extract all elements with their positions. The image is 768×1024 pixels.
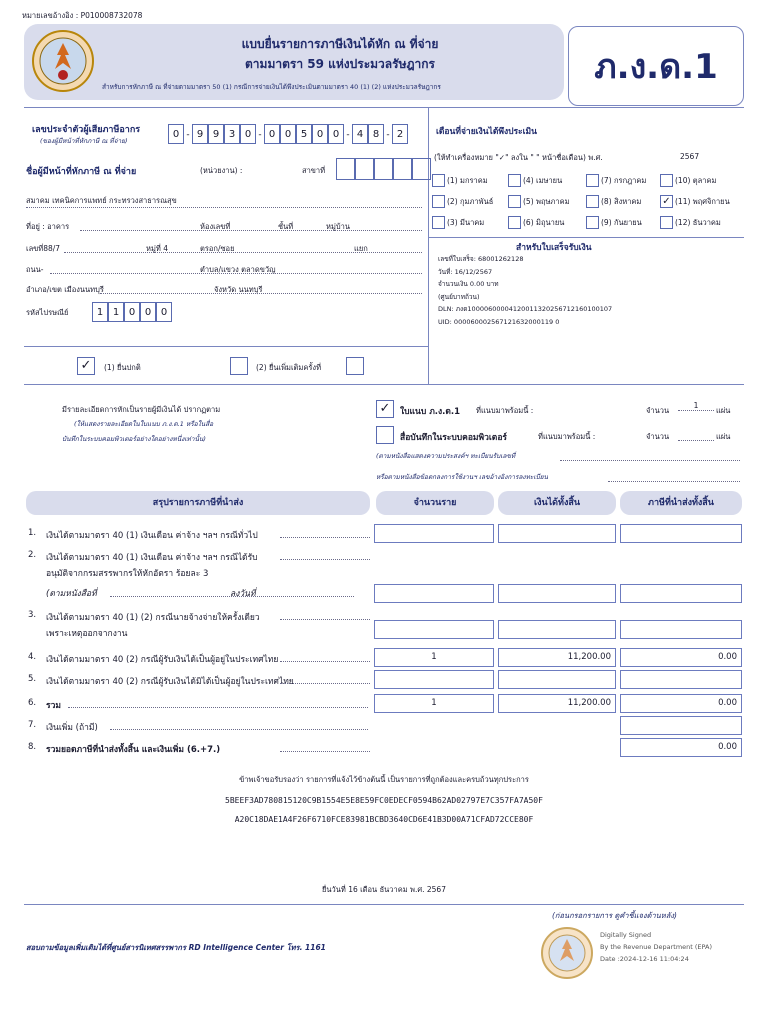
total-income-cell[interactable] xyxy=(498,584,616,603)
month-option[interactable] xyxy=(432,195,493,208)
month-option[interactable] xyxy=(660,174,716,187)
digital-hash-2: A20C18DAE1A4F26F6710FCE83981BCBD3640CD6E41B3D00A71CFAD72CCE80F xyxy=(234,815,534,824)
tax-id-digit: 0 xyxy=(264,124,280,144)
month-label: (4) เมษายน xyxy=(523,176,563,185)
address-label: ที่อยู่ : อาคาร xyxy=(26,222,70,231)
month-label: (2) กุมภาพันธ์ xyxy=(447,197,494,206)
month-checkbox[interactable] xyxy=(432,174,445,187)
postal-label: รหัสไปรษณีย์ xyxy=(26,308,69,317)
province: จังหวัด นนทบุรี xyxy=(214,285,263,294)
row-description: เงินเพิ่ม (ถ้ามี) xyxy=(46,723,98,733)
month-label: (6) มิถุนายน xyxy=(523,218,565,227)
tax-id-digit: 3 xyxy=(224,124,240,144)
tax-cell[interactable]: 0.00 xyxy=(620,738,742,757)
row-description-cont: เพราะเหตุออกจากงาน xyxy=(46,629,128,639)
row-description: รวม xyxy=(46,701,61,711)
normal-filing-checkbox[interactable]: ✓ xyxy=(77,357,95,375)
road: ถนน- xyxy=(26,265,44,274)
total-income-cell[interactable] xyxy=(498,524,616,543)
count-cell[interactable]: 1 xyxy=(374,694,494,713)
floor-label: ชั้นที่ xyxy=(278,222,294,231)
tax-id-digit: 0 xyxy=(280,124,296,144)
row-description: เงินได้ตามมาตรา 40 (1) เงินเดือน ค่าจ้าง ฯลฯ กรณีทั่วไป xyxy=(46,531,258,541)
month-label: (3) มีนาคม xyxy=(447,218,485,227)
receipt-details xyxy=(438,253,612,328)
row-number: 5. xyxy=(28,674,37,684)
tax-id-label: เลขประจำตัวผู้เสียภาษีอากร xyxy=(32,125,141,135)
month-option[interactable] xyxy=(586,174,646,187)
count-cell[interactable] xyxy=(374,620,494,639)
tax-id-digit: 4 xyxy=(352,124,368,144)
row-description: เงินได้ตามมาตรา 40 (1) เงินเดือน ค่าจ้าง ฯลฯ กรณีได้รับ xyxy=(46,553,258,563)
filing-date: ยื่นวันที่ 16 เดือน ธันวาคม พ.ศ. 2567 xyxy=(322,885,446,894)
payer-name-label: ชื่อผู้มีหน้าที่หักภาษี ณ ที่จ่าย xyxy=(26,167,137,177)
month-option[interactable] xyxy=(432,216,484,229)
attachment-form-checkbox[interactable]: ✓ xyxy=(376,400,394,418)
month-label: (10) ตุลาคม xyxy=(675,176,717,185)
row-number: 8. xyxy=(28,742,37,752)
registration-note2: หรือตามหนังสือข้อตกลงการใช้งานฯ เลขอ้างอิงการลงทะเบียน xyxy=(376,473,548,481)
payer-name-sublabel: (หน่วยงาน) : xyxy=(200,166,243,175)
total-income-cell[interactable]: 11,200.00 xyxy=(498,694,616,713)
receipt-line: UID: 000060002567121632000119 0 xyxy=(438,317,560,326)
computer-media-count-label: จำนวน xyxy=(646,432,670,441)
village-label: หมู่บ้าน xyxy=(326,222,350,231)
attachment-form-suffix: ที่แนบมาพร้อมนี้ : xyxy=(476,406,534,415)
payer-name-value[interactable]: สมาคม เทคนิคการแพทย์ กระทรวงสาธารณสุข xyxy=(26,195,422,208)
month-label: (1) มกราคม xyxy=(447,176,488,185)
moo: หมู่ที่ 4 xyxy=(146,244,168,253)
tax-id-sublabel: (ของผู้มีหน้าที่หักภาษี ณ ที่จ่าย) xyxy=(40,137,128,145)
digital-signature-info: Digitally Signed By the Revenue Department (EPA) Date :2024-12-16 11:04:24 xyxy=(600,931,713,963)
certification-statement: ข้าพเจ้าขอรับรองว่า รายการที่แจ้งไว้ข้างต้นนี้ เป็นรายการที่ถูกต้องและครบถ้วนทุกประการ xyxy=(239,775,529,784)
back-page-note: (ก่อนกรอกรายการ ดูคำชี้แจงด้านหลัง) xyxy=(552,911,677,920)
count-cell[interactable] xyxy=(374,584,494,603)
receipt-line: (ศูนย์บาทถ้วน) xyxy=(438,292,480,301)
month-option[interactable] xyxy=(508,195,570,208)
form-subtitle: สำหรับการหักภาษี ณ ที่จ่ายตามมาตรา 50 (1) กรณีการจ่ายเงินได้พึงประเมินตามมาตรา 40 (1) (2) แห่งประมวลรัษฎากร xyxy=(102,83,441,91)
attachment-note2: บันทึกในระบบคอมพิวเตอร์อย่างใดอย่างหนึ่งเท่านั้น) xyxy=(62,435,206,443)
additional-filing-checkbox[interactable] xyxy=(230,357,248,375)
row-number: 6. xyxy=(28,698,37,708)
attachment-form-label: ใบแนบ ภ.ง.ด.1 xyxy=(400,407,461,417)
tax-cell[interactable]: 0.00 xyxy=(620,694,742,713)
row-number: 7. xyxy=(28,720,37,730)
yaek: แยก xyxy=(354,244,368,253)
month-instruction: (ให้ทำเครื่องหมาย "✓" ลงใน " " หน้าชื่อเดือน) พ.ศ. xyxy=(434,153,603,162)
month-checkbox[interactable] xyxy=(508,174,521,187)
revenue-department-logo xyxy=(31,29,95,93)
month-checkbox[interactable] xyxy=(432,195,445,208)
tax-id-digit: 2 xyxy=(392,124,408,144)
month-label: (11) พฤศจิกายน xyxy=(675,197,730,206)
tax-id-digit: 5 xyxy=(296,124,312,144)
month-option[interactable] xyxy=(660,195,730,208)
month-label: (5) พฤษภาคม xyxy=(523,197,570,206)
row-description: เงินได้ตามมาตรา 40 (2) กรณีผู้รับเงินได้มิได้เป็นผู้อยู่ในประเทศไทย xyxy=(46,677,294,687)
attachment-count-value[interactable]: 1 xyxy=(678,401,714,411)
branch-field[interactable] xyxy=(336,158,431,183)
month-year: 2567 xyxy=(680,152,700,161)
tax-id-field[interactable]: 0 - 9 9 3 0 - 0 0 5 0 0 - 4 8 - 2 xyxy=(168,124,408,144)
month-label: (12) ธันวาคม xyxy=(675,218,721,227)
tax-id-digit: 0 xyxy=(312,124,328,144)
month-checkbox[interactable] xyxy=(586,216,599,229)
month-label: (9) กันยายน xyxy=(601,218,642,227)
tax-cell[interactable] xyxy=(620,584,742,603)
month-option[interactable] xyxy=(660,216,721,229)
month-option[interactable] xyxy=(586,216,642,229)
attachment-intro: มีรายละเอียดการหักเป็นรายผู้มีเงินได้ ปรากฏตาม xyxy=(62,405,221,414)
room-label: ห้องเลขที่ xyxy=(200,222,231,231)
attachment-note1: (ให้แสดงรายละเอียดในใบแนบ ภ.ง.ด.1 หรือในสื่อ xyxy=(74,420,214,428)
total-income-cell[interactable] xyxy=(498,620,616,639)
form-code: ภ.ง.ด.1 xyxy=(594,47,718,87)
month-checkbox[interactable] xyxy=(508,195,521,208)
tax-cell[interactable] xyxy=(620,524,742,543)
tax-cell[interactable]: 0.00 xyxy=(620,648,742,667)
tax-id-digit: 8 xyxy=(368,124,384,144)
month-option[interactable] xyxy=(508,174,562,187)
row-description: เงินได้ตามมาตรา 40 (1) (2) กรณีนายจ้างจ่ายให้ครั้งเดียว xyxy=(46,613,260,623)
summary-header: สรุปรายการภาษีที่นำส่ง xyxy=(26,491,370,515)
month-checkbox[interactable] xyxy=(660,216,673,229)
tax-id-digit: 0 xyxy=(328,124,344,144)
month-checkbox[interactable] xyxy=(586,195,599,208)
computer-media-label: สื่อบันทึกในระบบคอมพิวเตอร์ xyxy=(400,433,507,443)
postal-code-field[interactable]: 1 1 0 0 0 xyxy=(92,302,172,322)
tax-id-digit: 9 xyxy=(208,124,224,144)
house-number: เลขที่88/7 xyxy=(26,244,61,253)
row-number: 1. xyxy=(28,528,37,538)
attachment-count-label: จำนวน xyxy=(646,406,670,415)
computer-media-count-value[interactable] xyxy=(678,440,714,441)
tax-id-digit: 0 xyxy=(168,124,184,144)
count-cell[interactable] xyxy=(374,524,494,543)
normal-filing-label: (1) ยื่นปกติ xyxy=(104,363,141,372)
form-code-box xyxy=(568,26,744,106)
month-checkbox[interactable] xyxy=(508,216,521,229)
row-description: เงินได้ตามมาตรา 40 (2) กรณีผู้รับเงินได้เป็นผู้อยู่ในประเทศไทย xyxy=(46,655,279,665)
row-reference-label: (ตามหนังสือที่ xyxy=(46,589,97,599)
month-checkbox[interactable] xyxy=(660,174,673,187)
row-description: รวมยอดภาษีที่นำส่งทั้งสิ้น และเงินเพิ่ม (6.+7.) xyxy=(46,745,221,755)
row-number: 2. xyxy=(28,550,37,560)
tax-cell[interactable] xyxy=(620,716,742,735)
receipt-title: สำหรับใบเสร็จรับเงิน xyxy=(516,243,592,253)
attachment-sheet-label: แผ่น xyxy=(716,406,731,415)
month-checkbox[interactable] xyxy=(586,174,599,187)
digital-hash-1: 5BEEF3AD780815120C9B1554E5E8E59FC0EDECF0594B62AD02797E7C357FA7A50F xyxy=(225,796,543,805)
receipt-line: จำนวนเงิน 0.00 บาท xyxy=(438,280,499,288)
row-description-cont: อนุมัติจากกรมสรรพากรให้หักอัตรา ร้อยละ 3 xyxy=(46,569,209,579)
computer-media-sheet-label: แผ่น xyxy=(716,432,731,441)
additional-filing-number[interactable] xyxy=(346,357,364,375)
form-title-line2: ตามมาตรา 59 แห่งประมวลรัษฎากร xyxy=(245,57,435,71)
computer-media-checkbox[interactable] xyxy=(376,426,394,444)
contact-info: สอบถามข้อมูลเพิ่มเติมได้ที่ศูนย์สารนิเทศสรรพากร RD Intelligence Center โทร. 1161 xyxy=(26,943,326,952)
reference-number: หมายเลขอ้างอิง : P010008732078 xyxy=(22,11,143,20)
total-income-cell[interactable]: 11,200.00 xyxy=(498,648,616,667)
month-label: (7) กรกฎาคม xyxy=(601,176,647,185)
count-cell[interactable]: 1 xyxy=(374,648,494,667)
row-number: 4. xyxy=(28,652,37,662)
tax-cell[interactable] xyxy=(620,620,742,639)
soi: ตรอก/ซอย xyxy=(200,244,235,253)
registration-note1: (ตามหนังสือแสดงความประสงค์ฯ ทะเบียนรับเลขที่ xyxy=(376,452,516,460)
digital-signature-seal-icon xyxy=(540,926,594,980)
district: อำเภอ/เขต เมืองนนทบุรี xyxy=(26,285,104,294)
month-checkbox[interactable]: ✓ xyxy=(660,195,673,208)
form-title-line1: แบบยื่นรายการภาษีเงินได้หัก ณ ที่จ่าย xyxy=(241,37,439,51)
month-option[interactable] xyxy=(432,174,488,187)
row-reference-date-label: ลงวันที่ xyxy=(230,589,256,599)
row-number: 3. xyxy=(28,610,37,620)
receipt-line: วันที่: 16/12/2567 xyxy=(438,267,493,276)
month-label: (8) สิงหาคม xyxy=(601,197,642,206)
month-option[interactable] xyxy=(586,195,641,208)
tax-id-digit: 9 xyxy=(192,124,208,144)
tax-id-digit: 0 xyxy=(240,124,256,144)
additional-filing-label: (2) ยื่นเพิ่มเติมครั้งที่ xyxy=(256,363,322,372)
receipt-line: DLN: ภงด10000600004120011320256712160100107 xyxy=(438,305,613,313)
month-section-title: เดือนที่จ่ายเงินได้พึงประเมิน xyxy=(436,127,537,137)
total-income-cell[interactable] xyxy=(498,670,616,689)
month-option[interactable] xyxy=(508,216,564,229)
tax-cell[interactable] xyxy=(620,670,742,689)
count-cell[interactable] xyxy=(374,670,494,689)
month-checkbox[interactable] xyxy=(432,216,445,229)
subdistrict: ตำบล/แขวง ตลาดขวัญ xyxy=(200,265,276,274)
receipt-line: เลขที่ใบเสร็จ: 68001262128 xyxy=(438,255,524,263)
branch-label: สาขาที่ xyxy=(302,166,326,175)
tax-column-header: ภาษีที่นำส่งทั้งสิ้น xyxy=(620,491,742,515)
total-income-column-header: เงินได้ทั้งสิ้น xyxy=(498,491,616,515)
computer-media-suffix: ที่แนบมาพร้อมนี้ : xyxy=(538,432,596,441)
count-column-header: จำนวนราย xyxy=(376,491,494,515)
